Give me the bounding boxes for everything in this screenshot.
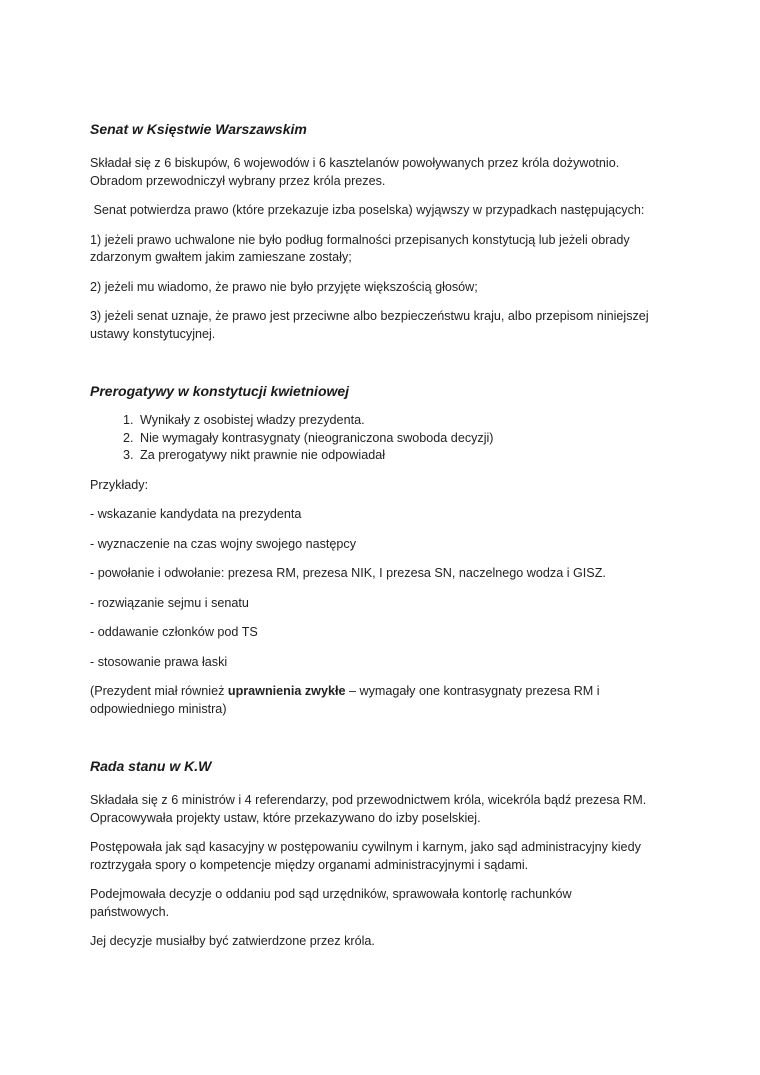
list-item: 3. Za prerogatywy nikt prawnie nie odpowiadał (137, 447, 680, 465)
section-heading-prerogatywy: Prerogatywy w konstytucji kwietniowej (90, 383, 350, 399)
text-line: 3) jeżeli senat uznaje, że prawo jest przeciwne albo bezpieczeństwu kraju, albo przepisom niniejszej (90, 309, 649, 323)
text-line: Podejmowała decyzje o oddaniu pod sąd urzędników, sprawowała kontorlę rachunków (90, 887, 572, 901)
paragraph (90, 308, 680, 343)
text-line: Składał się z 6 biskupów, 6 wojewodów i 6 kasztelanów powoływanych przez króla dożywotnio. (90, 156, 620, 170)
list-item: - rozwiązanie sejmu i senatu (90, 595, 249, 610)
text-line: zdarzonym gwałtem jakim zamieszane zostały; (90, 250, 352, 264)
section-heading-senat: Senat w Księstwie Warszawskim (90, 121, 307, 137)
paragraph-note (90, 683, 680, 718)
numbered-list (90, 412, 680, 465)
paragraph (90, 886, 680, 921)
text-run: – wymagały one kontrasygnaty prezesa RM i (345, 684, 600, 698)
list-item: 1. Wynikały z osobistej władzy prezydenta. (137, 412, 680, 430)
list-item: - stosowanie prawa łaski (90, 654, 228, 669)
paragraph (90, 792, 680, 827)
paragraph (90, 155, 680, 190)
bold-text: uprawnienia zwykłe (227, 684, 346, 698)
paragraph: Senat potwierdza prawo (które przekazuje izba poselska) wyjąwszy w przypadkach następujących: (90, 203, 645, 217)
text-line: ustawy konstytucyjnej. (90, 326, 216, 341)
section-heading-rada-stanu: Rada stanu w K.W (90, 758, 212, 774)
document-content (90, 120, 680, 951)
paragraph (90, 839, 680, 874)
list-item: - wyznaczenie na czas wojny swojego następcy (90, 536, 356, 551)
text-line: roztrzygała spory o kompetencje między organami administracyjnymi i sądami. (90, 857, 529, 872)
text-line: Składała się z 6 ministrów i 4 referendarzy, pod przewodnictwem króla, wicekróla bądź prezesa RM. (90, 793, 647, 807)
list-item: 2. Nie wymagały kontrasygnaty (nieograniczona swoboda decyzji) (137, 430, 680, 448)
text-line: 1) jeżeli prawo uchwalone nie było podług formalności przepisanych konstytucją lub jeżeli obrady (90, 232, 630, 247)
text-line: Opracowywała projekty ustaw, które przekazywano do izby poselskiej. (90, 810, 481, 825)
text-line: odpowiedniego ministra) (90, 701, 227, 716)
text-run: (Prezydent miał również (90, 684, 228, 698)
text-line: państwowych. (90, 904, 170, 919)
paragraph (90, 232, 680, 267)
text-line: Postępowała jak sąd kasacyjny w postępowaniu cywilnym i karnym, jako sąd administracyjny kiedy (90, 840, 641, 854)
paragraph: Jej decyzje musiałby być zatwierdzone przez króla. (90, 934, 375, 948)
list-item: - oddawanie członków pod TS (90, 625, 258, 639)
examples-label: Przykłady: (90, 477, 149, 492)
list-item: - wskazanie kandydata na prezydenta (90, 507, 302, 521)
paragraph: 2) jeżeli mu wiadomo, że prawo nie było przyjęte większością głosów; (90, 279, 478, 294)
list-item: - powołanie i odwołanie: prezesa RM, prezesa NIK, I prezesa SN, naczelnego wodza i GISZ. (90, 566, 606, 580)
text-line: Obradom przewodniczył wybrany przez króla prezes. (90, 173, 386, 188)
